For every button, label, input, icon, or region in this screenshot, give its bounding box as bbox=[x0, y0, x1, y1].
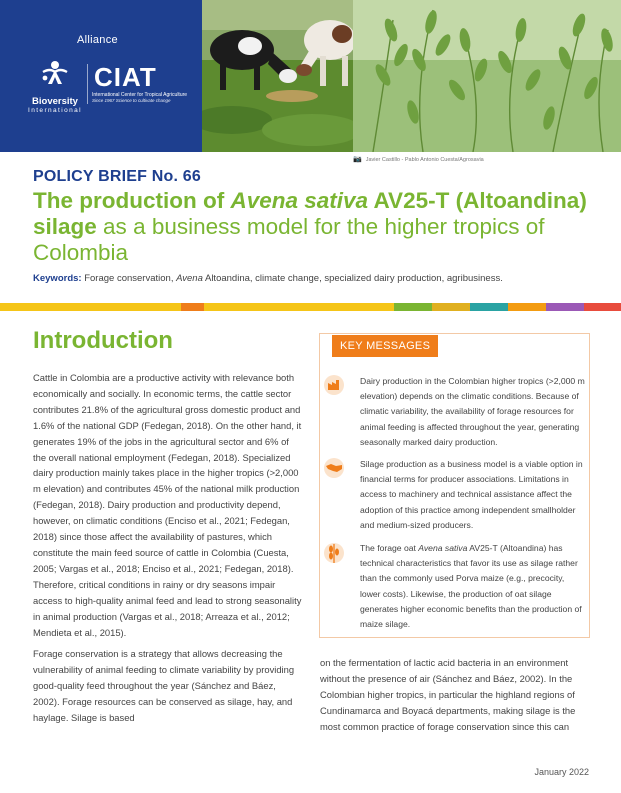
bioversity-name: Bioversity bbox=[32, 96, 78, 107]
title-part2: AV25-T (Altoandina) silage bbox=[33, 188, 587, 239]
ciat-subtitle: International Center for Tropical Agriculture bbox=[92, 92, 188, 98]
keywords-avena: Avena bbox=[176, 273, 203, 284]
strip-segment-green bbox=[394, 303, 432, 311]
key-message-1-text: Dairy production in the Colombian higher tropics (>2,000 m elevation) depends on the climatic conditions. Because of climatic variability, the availability of forage resources for animal feeding is affected throughout the year, generating seasonally marked dairy production. bbox=[360, 376, 585, 447]
oats-photo bbox=[353, 0, 621, 152]
key-message-3-species: Avena sativa bbox=[418, 543, 468, 553]
alliance-label: Alliance bbox=[77, 34, 118, 46]
color-strip bbox=[0, 303, 621, 311]
strip-segment-orange bbox=[181, 303, 204, 311]
publication-date: January 2022 bbox=[534, 767, 589, 777]
strip-segment-darkyellow bbox=[432, 303, 470, 311]
bioversity-sub: International bbox=[28, 107, 82, 114]
strip-segment-purple bbox=[546, 303, 584, 311]
title-species: Avena sativa bbox=[230, 188, 369, 213]
ciat-name: CIAT bbox=[94, 62, 157, 92]
strip-segment-orange2 bbox=[508, 303, 546, 311]
title-rest: as a business model for the higher tropics of Colombia bbox=[33, 214, 545, 265]
intro-paragraph-1: Cattle in Colombia are a productive activity with relevance both economically and socially. In economic terms, the cattle sector contributes 21.8% of the agricultural gross domestic product and 1.6% of the national GDP (Fedegan, 2018). On the other hand, it generates 19% of the jobs in the agricultural sector and 6% of the overall national employment (Fedegan, 2018). Specialized dairy production mainly takes place in the higher tropics (>2,000 m elevation) and contributes 45% of the national milk production (Fedegan, 2018). Dairy production and productivity depend, however, on climatic conditions (Enciso et al., 2021; Fedegan, 2018) since those affect the availability of pastures, which constitute the main feed source of cattle in Colombia (Cuesta, 2005; Vargas et al., 2018; Enciso et al., 2021; Fedegan, 2018). Therefore, critical conditions in rainy or dry seasons impair access to high-quality animal feed and lead to strong seasonality in animal production (Vargas et al., 2018; Arreaza et al., 2012; Mendieta et al., 2015). bbox=[33, 372, 302, 638]
introduction-left-column bbox=[33, 370, 303, 732]
ciat-logo bbox=[92, 64, 192, 103]
cows-illustration bbox=[202, 0, 353, 152]
strip-segment-teal bbox=[470, 303, 508, 311]
factory-icon bbox=[324, 374, 344, 398]
ciat-tagline: Since 1967 Science to cultivate change bbox=[92, 98, 171, 103]
key-message-3-pre: The forage oat bbox=[360, 543, 419, 553]
photo-credit-text: Javier Castillo - Pablo Antonio Cuesta/Agrosavia bbox=[365, 157, 484, 163]
key-messages-label: KEY MESSAGES bbox=[332, 335, 438, 357]
cows-photo bbox=[202, 0, 353, 152]
intro-paragraph-2: Forage conservation is a strategy that allows decreasing the vulnerability of animal feeding to climate variability by providing good-quality feed throughout the year (Sánchez and Báez, 2002). Forage resources can be conserved as silage, hay, and haylage. Silage is based bbox=[33, 648, 295, 724]
bioversity-logo bbox=[23, 60, 87, 115]
key-message-2-text: Silage production as a business model is a viable option in financial terms for producer associations. Limitations in access to machinery and technical assistance affect the adoption of this practice among independent smallholder and medium-sized producers. bbox=[360, 459, 583, 530]
photo-credit bbox=[353, 155, 484, 163]
intro-paragraph-3: on the fermentation of lactic acid bacteria in an environment without the presence of air (Sánchez and Báez, 2002). In the Colombian higher tropics, in particular the highland regions of Cundinamarca and Boyacá departments, making silage is the most common practice of forage conservation since this can bbox=[320, 657, 576, 732]
keywords-text-1: Forage conservation, bbox=[81, 273, 177, 284]
strip-segment-red bbox=[584, 303, 621, 311]
keywords bbox=[33, 273, 603, 284]
oats-illustration bbox=[353, 0, 621, 152]
page-title bbox=[33, 188, 593, 266]
logo-divider bbox=[87, 64, 88, 104]
title-part1: The production of bbox=[33, 188, 231, 213]
brand-panel bbox=[0, 0, 202, 152]
keywords-text-2: Altoandina, climate change, specialized dairy production, agribusiness. bbox=[202, 273, 503, 284]
camera-icon: 📷 bbox=[353, 156, 362, 163]
key-message-3-post: AV25-T (Altoandina) has technical characteristics that favor its use as silage rather than the commonly used Porva maize (e.g., precocity, lower costs). Likewise, the production of oat silage generates higher economic benefits than the production of maize silage. bbox=[360, 543, 582, 630]
policy-brief-number: POLICY BRIEF No. 66 bbox=[33, 168, 201, 185]
strip-segment-yellow bbox=[0, 303, 181, 311]
introduction-heading: Introduction bbox=[33, 327, 173, 354]
key-message-3-text bbox=[360, 541, 585, 632]
bioversity-figure-icon bbox=[38, 60, 72, 90]
oat-grain-icon bbox=[324, 541, 344, 565]
keywords-label: Keywords: bbox=[33, 273, 82, 284]
introduction-right-column bbox=[320, 655, 592, 735]
handshake-icon bbox=[324, 457, 344, 481]
strip-segment-yellow2 bbox=[204, 303, 394, 311]
